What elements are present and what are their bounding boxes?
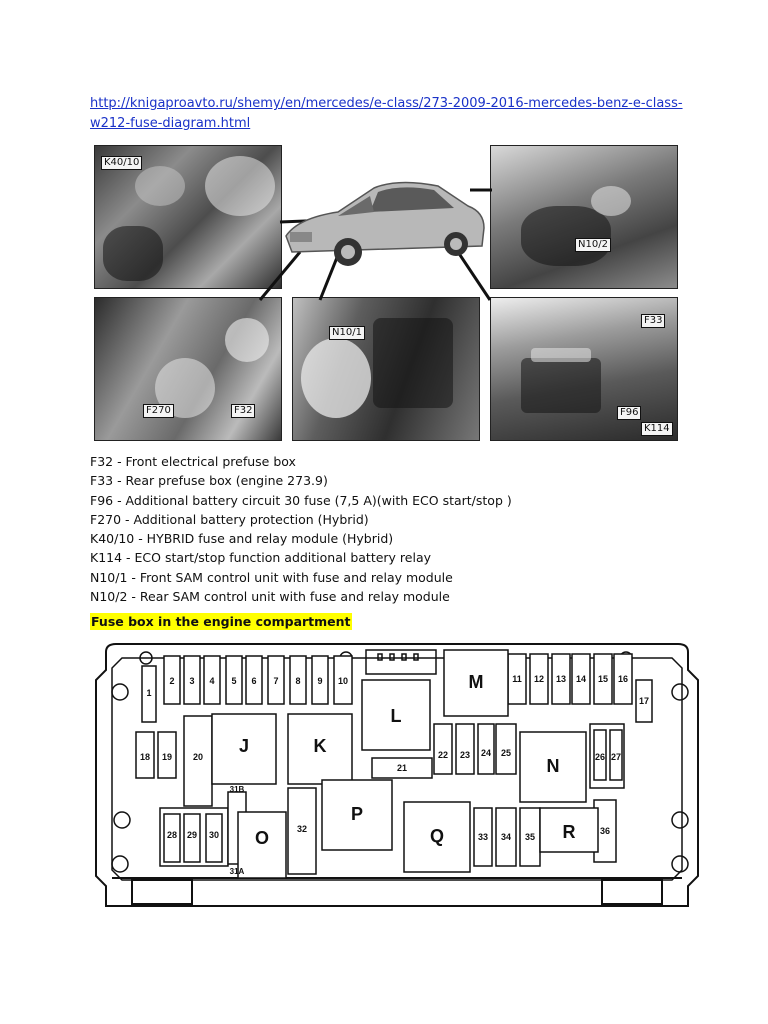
fuse-label: 20 (192, 752, 204, 762)
relay-label: J (238, 736, 250, 756)
fuse-label: 14 (575, 674, 587, 684)
fuse-label: 31B (229, 785, 245, 794)
fuse-label: 29 (186, 830, 198, 840)
fuse-label: 21 (396, 763, 408, 773)
fuse-label: 28 (166, 830, 178, 840)
photo-label-f33: F33 (641, 314, 665, 328)
photo-label-k40-10: K40/10 (101, 156, 142, 170)
fuse-label: 1 (146, 688, 152, 698)
legend-list (90, 452, 690, 606)
fuse-label: 13 (555, 674, 567, 684)
fuse-label: 19 (161, 752, 173, 762)
legend-item: F96 - Additional battery circuit 30 fuse (7,5 A)(with ECO start/stop ) (90, 492, 512, 508)
photo-label-f32: F32 (231, 404, 255, 418)
fuse-label: 5 (231, 676, 237, 686)
photo-label-n10-2: N10/2 (575, 238, 611, 252)
fuse-label: 36 (599, 826, 611, 836)
legend-item: N10/1 - Front SAM control unit with fuse and relay module (90, 569, 453, 585)
fuse-label: 33 (477, 832, 489, 842)
legend-item: F270 - Additional battery protection (Hybrid) (90, 511, 369, 527)
fuse-box-diagram (92, 640, 702, 912)
legend-item: F33 - Rear prefuse box (engine 273.9) (90, 473, 328, 489)
fuse-label: 16 (617, 674, 629, 684)
relay-label: K (313, 736, 327, 756)
fuse-label: 2 (169, 676, 175, 686)
fuse-label: 22 (437, 750, 449, 760)
fuse-label: 27 (610, 752, 622, 762)
fuse-label: 23 (459, 750, 471, 760)
relay-label: R (562, 822, 576, 842)
photo-label-f270: F270 (143, 404, 174, 418)
photo-label-k114: K114 (641, 422, 673, 436)
fuse-label: 31A (229, 867, 245, 876)
legend-item: K114 - ECO start/stop function additional battery relay (90, 550, 432, 566)
relay-label: O (254, 828, 270, 848)
fuse-label: 30 (208, 830, 220, 840)
fuse-label: 4 (209, 676, 215, 686)
source-link[interactable]: http://knigaproavto.ru/shemy/en/mercedes/e-class/273-2009-2016-mercedes-benz-e-class-w212-fuse-diagram.html (90, 96, 683, 131)
relay-label: N (546, 756, 560, 776)
relay-label: Q (429, 826, 445, 846)
relay-label: P (350, 804, 364, 824)
fuse-label: 11 (512, 674, 522, 684)
fuse-label: 25 (500, 748, 512, 758)
fuse-label: 32 (296, 824, 308, 834)
fuse-label: 34 (500, 832, 512, 842)
car-illustration (278, 166, 490, 276)
fuse-label: 8 (295, 676, 301, 686)
fuse-label: 6 (251, 676, 257, 686)
fuse-label: 35 (524, 832, 536, 842)
relay-label: M (468, 672, 484, 692)
section-heading: Fuse box in the engine compartment (91, 614, 351, 629)
fuse-label: 10 (337, 676, 349, 686)
fuse-label: 3 (189, 676, 195, 686)
legend-item: N10/2 - Rear SAM control unit with fuse and relay module (90, 589, 450, 605)
fuse-label: 24 (480, 748, 492, 758)
fuse-label: 26 (594, 752, 606, 762)
photo-label-f96: F96 (617, 406, 641, 420)
fuse-label: 18 (139, 752, 151, 762)
photo-label-n10-1: N10/1 (329, 326, 365, 340)
fuse-label: 9 (317, 676, 323, 686)
legend-item: K40/10 - HYBRID fuse and relay module (Hybrid) (90, 531, 394, 547)
relay-label: L (390, 706, 402, 726)
legend-item: F32 - Front electrical prefuse box (90, 454, 296, 469)
fuse-label: 15 (597, 674, 609, 684)
fuse-label: 12 (533, 674, 545, 684)
fuse-label: 7 (273, 676, 279, 686)
fuse-label: 17 (638, 696, 650, 706)
